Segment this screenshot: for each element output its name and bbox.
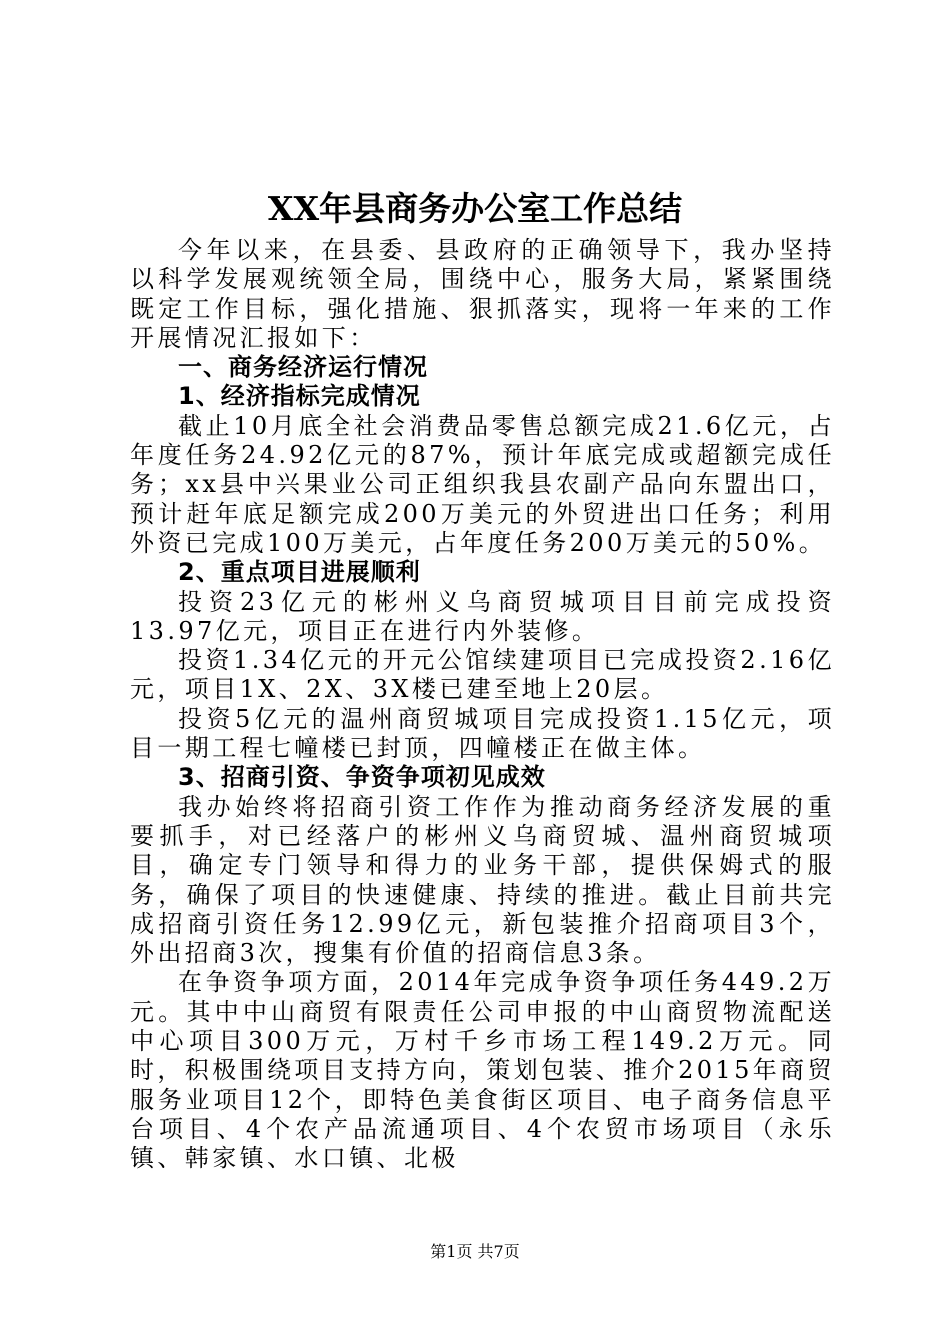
paragraph: 投资23亿元的彬州义乌商贸城项目目前完成投资13.97亿元，项目正在进行内外装修。 bbox=[130, 587, 835, 645]
document-body bbox=[130, 236, 835, 1174]
subsection-heading: 1、经济指标完成情况 bbox=[178, 382, 421, 411]
paragraph: 投资1.34亿元的开元公馆续建项目已完成投资2.16亿元，项目1X、2X、3X楼已建至地上20层。 bbox=[130, 646, 835, 704]
paragraph: 投资5亿元的温州商贸城项目完成投资1.15亿元，项目一期工程七幢楼已封顶，四幢楼正在做主体。 bbox=[130, 704, 835, 763]
paragraph: 我办始终将招商引资工作作为推动商务经济发展的重要抓手，对已经落户的彬州义乌商贸城、温州商贸城项目，确定专门领导和得力的业务干部，提供保姆式的服务，确保了项目的快速健康、持续的推进。截止目前共完成招商引资任务12.99亿元，新包装推介招商项目3个，外出招商3次，搜集有价值的招商信息3条。 bbox=[130, 792, 835, 968]
document-title: XX年县商务办公室工作总结 bbox=[267, 189, 683, 228]
paragraph-intro: 今年以来，在县委、县政府的正确领导下，我办坚持以科学发展观统领全局，围绕中心，服务大局，紧紧围绕既定工作目标，强化措施、狠抓落实，现将一年来的工作开展情况汇报如下： bbox=[130, 236, 835, 352]
subsection-heading: 3、招商引资、争资争项初见成效 bbox=[178, 763, 546, 792]
subsection-heading: 2、重点项目进展顺利 bbox=[178, 558, 421, 587]
paragraph: 截止10月底全社会消费品零售总额完成21.6亿元，占年度任务24.92亿元的87%，预计年底完成或超额完成任务；xx县中兴果业公司正组织我县农副产品向东盟出口，预计赶年底足额完成200万美元的外贸进出口任务；利用外资已完成100万美元，占年度任务200万美元的50%。 bbox=[130, 411, 835, 557]
page-footer: 第1页 共7页 bbox=[430, 1242, 520, 1261]
paragraph: 在争资争项方面，2014年完成争资争项任务449.2万元。其中中山商贸有限责任公司申报的中山商贸物流配送中心项目300万元，万村千乡市场工程149.2万元。同时，积极围绕项目支持方向，策划包装、推介2015年商贸服务业项目12个，即特色美食街区项目、电子商务信息平台项目、4个农产品流通项目、4个农贸市场项目（永乐镇、韩家镇、水口镇、北极 bbox=[130, 968, 835, 1173]
section-heading: 一、商务经济运行情况 bbox=[178, 353, 428, 382]
